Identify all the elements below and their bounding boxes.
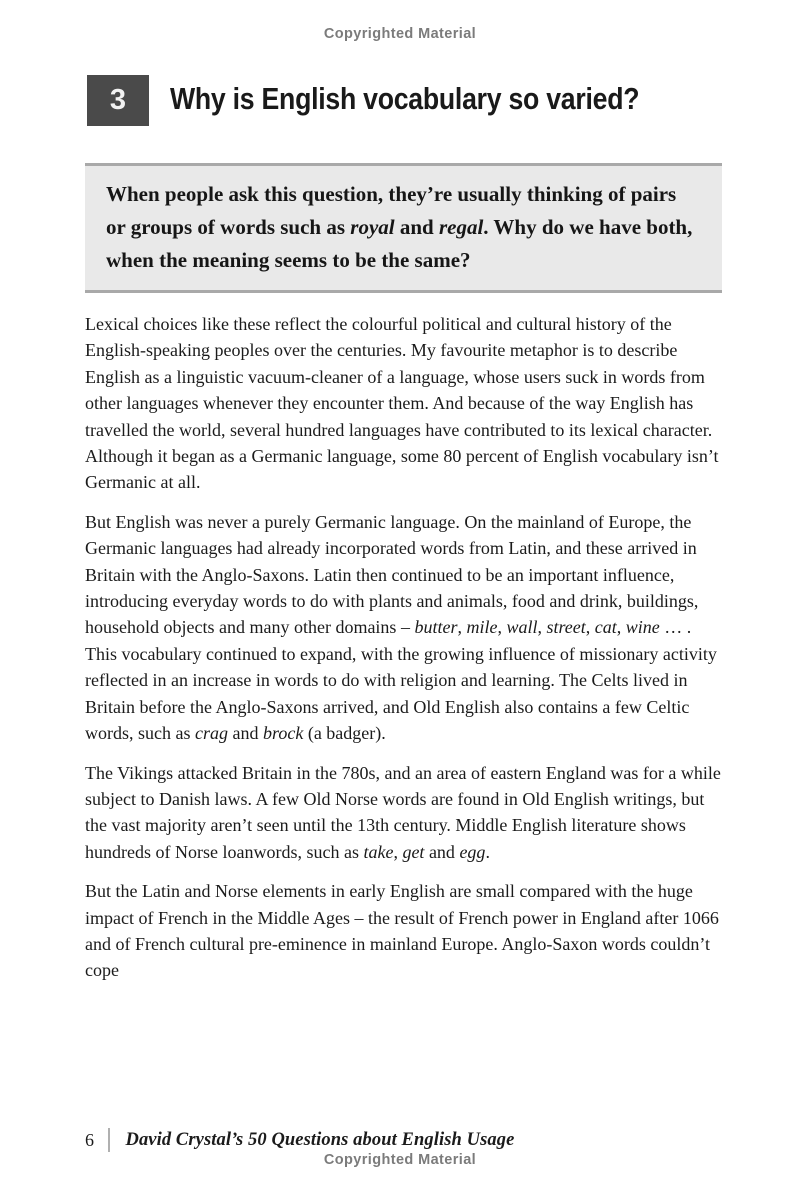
text-run: , (616, 617, 626, 638)
chapter-number: 3 (109, 84, 127, 116)
text-run: , (393, 841, 403, 862)
paragraph (85, 311, 722, 496)
italic-word: royal (350, 215, 395, 239)
footer-divider (108, 1128, 110, 1152)
text-run: . Why do we have both, when the meaning seems to be the same? (106, 215, 693, 272)
paragraph (85, 760, 722, 866)
italic-word: street (546, 617, 586, 638)
italic-word: butter (414, 617, 458, 638)
text-run: and (394, 215, 439, 239)
chapter-number-box (87, 75, 149, 126)
text-run: , (497, 617, 507, 638)
question-callout-box (85, 163, 722, 293)
text-run: (a badger). (303, 723, 386, 744)
body-text (85, 311, 722, 997)
text-run: . (485, 841, 490, 862)
italic-word: wall (506, 617, 538, 638)
italic-word: egg (459, 841, 486, 862)
italic-word: wine (625, 617, 660, 638)
italic-word: mile (466, 617, 498, 638)
italic-word: take (363, 841, 394, 862)
italic-word: cat (594, 617, 617, 638)
copyright-notice-bottom: Copyrighted Material (323, 1152, 477, 1168)
text-run: and (424, 841, 460, 862)
italic-word: brock (263, 723, 304, 744)
copyright-notice-top: Copyrighted Material (323, 26, 477, 42)
chapter-title: Why is English vocabulary so varied? (170, 81, 640, 116)
page-number: 6 (85, 1129, 94, 1150)
paragraph (85, 878, 722, 984)
text-run: , (537, 617, 547, 638)
text-run: But English was never a purely Germanic language. On the mainland of Europe, the Germanic languages had already incorporated words from Latin, and these arrived in Britain with the Anglo-Saxons. Latin then continued to be an important influence, introducing everyday words to do with plants and animals, food and drink, buildings, household objects and many other domains – (85, 511, 699, 638)
paragraph (85, 509, 722, 747)
text-run: … . This vocabulary continued to expand, with the growing influence of missionary activity reflected in an increase in words to do with religion and learning. The Celts lived in Britain before the Anglo-Saxons arrived, and Old English also contains a few Celtic words, such as (85, 617, 717, 744)
italic-word: regal (438, 215, 484, 239)
book-title: David Crystal’s 50 Questions about English Usage (125, 1129, 515, 1150)
text-run: When people ask this question, they’re usually thinking of pairs or groups of words such as (106, 182, 677, 239)
text-run: , (457, 617, 467, 638)
text-run: The Vikings attacked Britain in the 780s, and an area of eastern England was for a while subject to Danish laws. A few Old Norse words are found in Old English writings, but the vast majority aren’t seen until the 13th century. Middle English literature shows hundreds of Norse loanwords, such as (85, 762, 721, 862)
italic-word: crag (195, 723, 228, 744)
italic-word: get (402, 841, 425, 862)
text-run: and (228, 723, 263, 744)
text-run: But the Latin and Norse elements in early English are small compared with the huge impact of French in the Middle Ages – the result of French power in England after 1066 and of French cultural pre-eminence in mainland Europe. Anglo-Saxon words couldn’t cope (85, 881, 719, 981)
text-run: , (585, 617, 595, 638)
text-run: Lexical choices like these reflect the colourful political and cultural history of the English-speaking peoples over the centuries. My favourite metaphor is to describe English as a linguistic vacuum-cleaner of a language, whose users suck in words from other languages whenever they encounter them. And because of the way English has travelled the world, several hundred languages have contributed to its lexical character. Although it began as a Germanic language, some 80 percent of English vocabulary isn’t Germanic at all. (85, 314, 719, 493)
page-footer (85, 1128, 722, 1152)
